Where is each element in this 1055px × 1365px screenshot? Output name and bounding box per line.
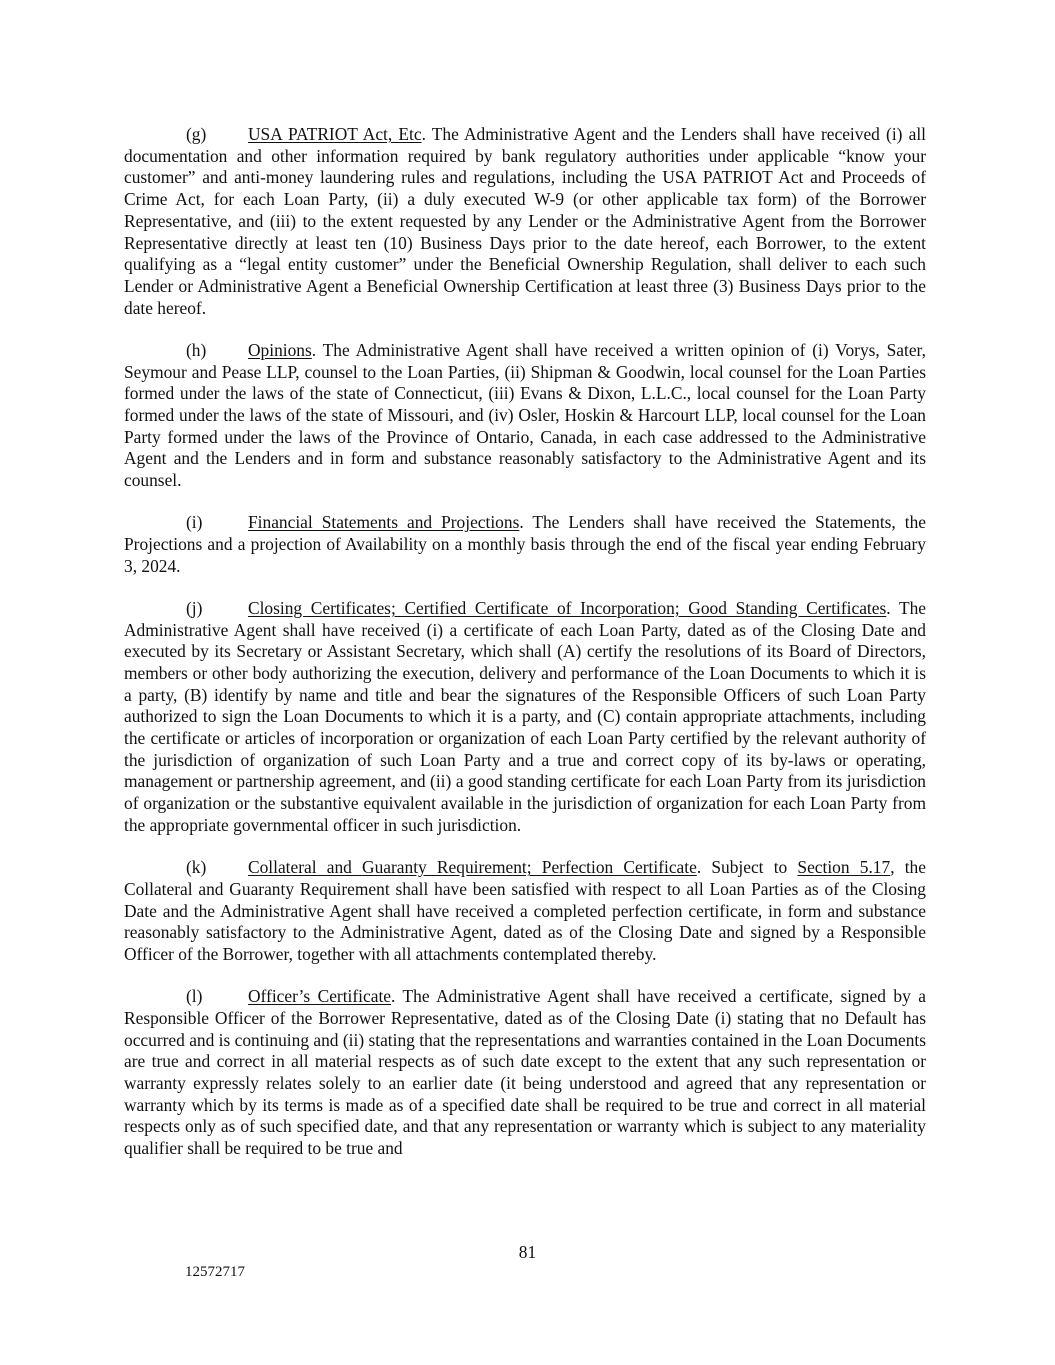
paragraph-heading: Officer’s Certificate [248,986,392,1007]
paragraph-heading: USA PATRIOT Act, Etc [248,124,422,144]
paragraph-g [124,124,926,319]
paragraph-heading: Opinions [248,339,312,360]
paragraph-text-lead: . Subject to [696,857,798,878]
paragraph-label: (h) [186,339,207,360]
paragraph-label: (i) [186,512,203,533]
paragraph-heading: Financial Statements and Projections [248,512,520,533]
paragraph-i [124,512,926,577]
page-number: 81 [518,1242,537,1262]
paragraph-j [124,598,926,837]
page-body [124,124,926,1180]
paragraph-text: , the Collateral and Guaranty Requirement shall have been satisfied with respect to all Loan Parties as of the Closing Date and the Administrative Agent shall have received a completed perfection certificate, in form and substance reasonably satisfactory to the Administrative Agent, dated as of the Closing Date and signed by a Responsible Officer of the Borrower, together with all attachments contemplated thereby. [124,857,926,964]
section-reference: Section 5.17 [797,857,891,878]
paragraph-k [124,857,926,966]
paragraph-text: . The Administrative Agent and the Lenders shall have received (i) all documentation and other information required by bank regulatory authorities under applicable “know your customer” and anti-money laundering rules and regulations, including the USA PATRIOT Act and Proceeds of Crime Act, for each Loan Party, (ii) a duly executed W-9 (or other applicable tax form) of the Borrower Representative, and (iii) to the extent requested by any Lender or the Administrative Agent from the Borrower Representative directly at least ten (10) Business Days prior to the date hereof, each Borrower, to the extent qualifying as a “legal entity customer” under the Beneficial Ownership Regulation, shall deliver to each such Lender or Administrative Agent a Beneficial Ownership Certification at least three (3) Business Days prior to the date hereof. [124,124,926,318]
document-id: 12572717 [185,1264,245,1280]
paragraph-text: . The Lenders shall have received the Statements, the Projections and a projection of Availability on a monthly basis through the end of the fiscal year ending February 3, 2024. [124,512,926,576]
paragraph-heading: Collateral and Guaranty Requirement; Perfection Certificate [248,857,697,878]
paragraph-text: . The Administrative Agent shall have received (i) a certificate of each Loan Party, dated as of the Closing Date and executed by its Secretary or Assistant Secretary, which shall (A) certify the resolutions of its Board of Directors, members or other body authorizing the execution, delivery and performance of the Loan Documents to which it is a party, (B) identify by name and title and bear the signatures of the Responsible Officers of such Loan Party authorized to sign the Loan Documents to which it is a party, and (C) contain appropriate attachments, including the certificate or articles of incorporation or organization of each Loan Party certified by the relevant authority of the jurisdiction of organization of such Loan Party and a true and correct copy of its by-laws or operating, management or partnership agreement, and (ii) a good standing certificate for each Loan Party from its jurisdiction of organization or the substantive equivalent available in the jurisdiction of organization for each Loan Party from the appropriate governmental officer in such jurisdiction. [124,597,927,835]
paragraph-text: . The Administrative Agent shall have received a certificate, signed by a Responsible Officer of the Borrower Representative, dated as of the Closing Date (i) stating that no Default has occurred and is continuing and (ii) stating that the representations and warranties contained in the Loan Documents are true and correct in all material respects as of such date except to the extent that any such representation or warranty expressly relates solely to an earlier date (it being understood and agreed that any representation or warranty which by its terms is made as of a specified date shall be required to be true and correct in all material respects only as of such specified date, and that any representation or warranty which is subject to any materiality qualifier shall be required to be true and [124,986,926,1159]
paragraph-text: . The Administrative Agent shall have received a written opinion of (i) Vorys, Sater, Seymour and Pease LLP, counsel to the Loan Parties, (ii) Shipman & Goodwin, local counsel for the Loan Parties formed under the laws of the state of Connecticut, (iii) Evans & Dixon, L.L.C., local counsel for the Loan Party formed under the laws of the state of Missouri, and (iv) Osler, Hoskin & Harcourt LLP, local counsel for the Loan Party formed under the laws of the Province of Ontario, Canada, in each case addressed to the Administrative Agent and the Lenders and in form and substance reasonably satisfactory to the Administrative Agent and its counsel. [124,339,926,491]
paragraph-label: (l) [186,986,203,1007]
paragraph-label: (g) [186,124,207,144]
paragraph-l [124,986,926,1160]
paragraph-label: (k) [186,857,207,878]
paragraph-heading: Closing Certificates; Certified Certificate of Incorporation; Good Standing Certificates [248,597,887,618]
paragraph-label: (j) [186,597,203,618]
paragraph-h [124,340,926,492]
